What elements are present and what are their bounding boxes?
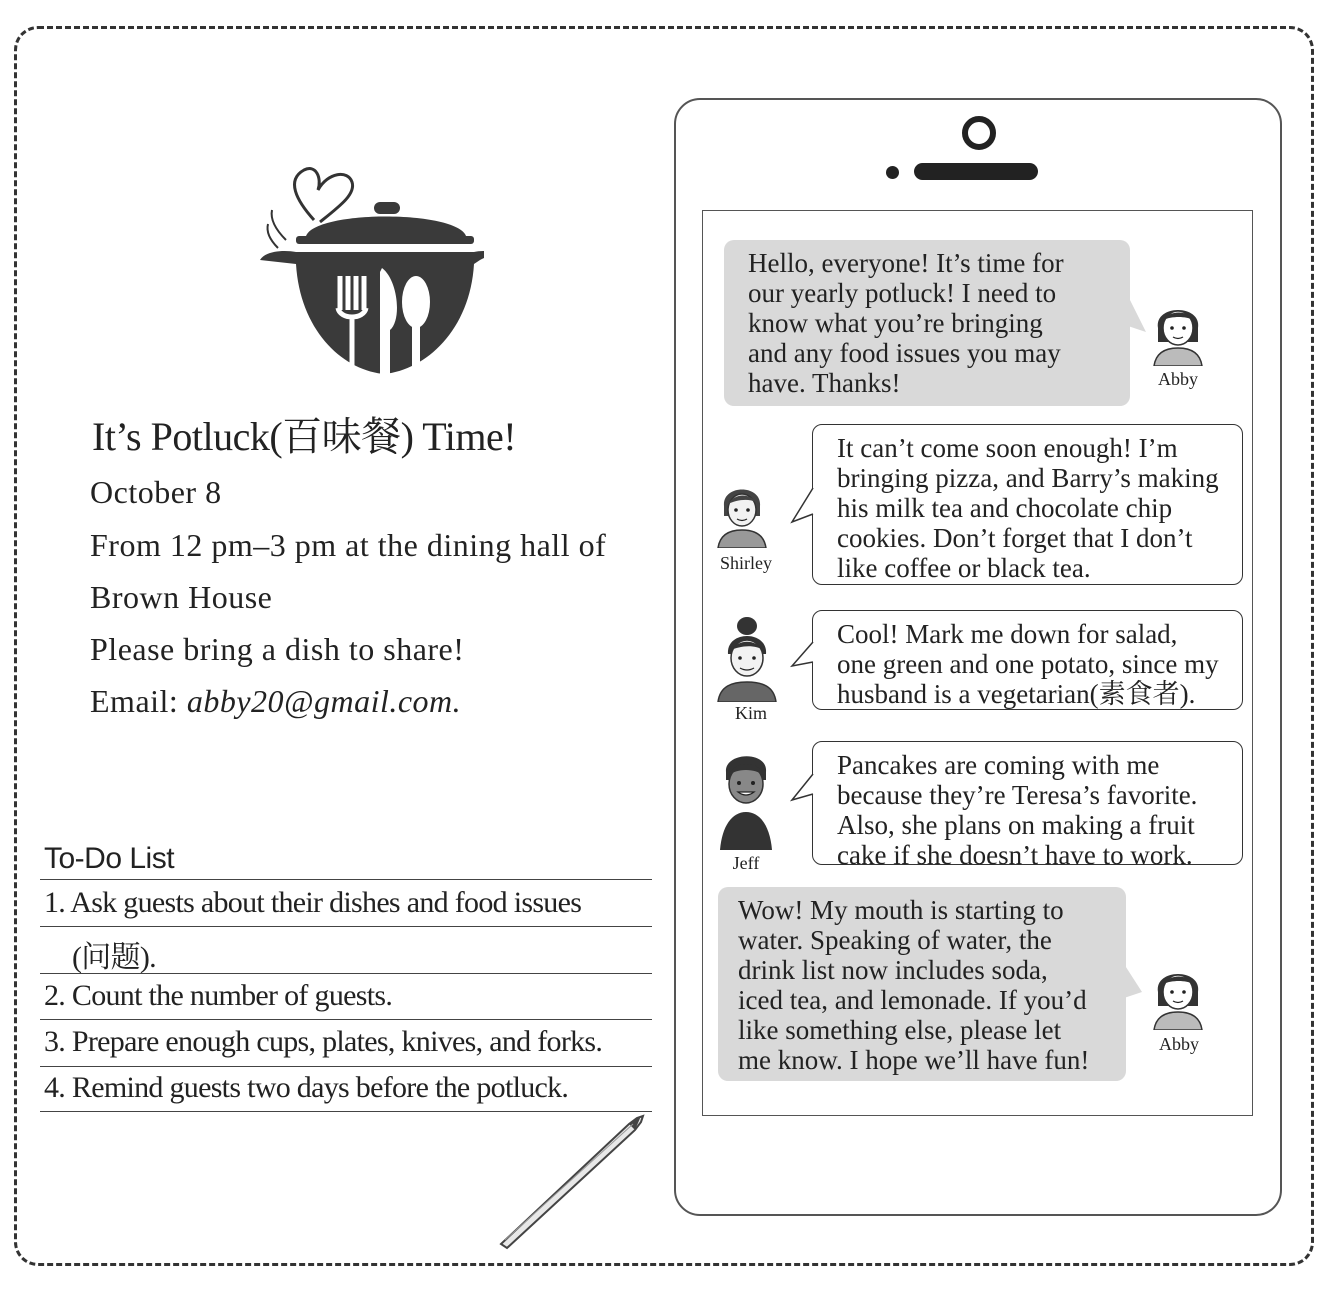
bubble-tail [1124,964,1144,1004]
message-line: know what you’re bringing [748,308,1043,338]
message-line: bringing pizza, and Barry’s making [837,463,1219,493]
message-line: cookies. Don’t forget that I don’t [837,523,1193,553]
avatar-jeff-icon [716,750,776,850]
message-line: one green and one potato, since my [837,649,1219,679]
invitation-title: It’s Potluck(百味餐) Time! [92,414,517,459]
camera-icon [962,116,996,150]
avatar-name: Jeff [732,853,760,873]
todo-rule [40,879,652,880]
message-line: Also, she plans on making a fruit [837,810,1195,840]
sensor-dot [886,166,899,179]
message-line: me know. I hope we’ll have fun! [738,1045,1090,1075]
chat-message-kim [812,610,1243,710]
message-line: Cool! Mark me down for salad, [837,619,1178,649]
message-line: water. Speaking of water, the [738,925,1052,955]
invitation-place: Brown House [90,579,273,615]
bubble-tail [790,640,814,676]
avatar-name: Abby [1159,1034,1199,1054]
todo-rule [40,973,652,974]
message-line: our yearly potluck! I need to [748,278,1057,308]
invitation-request: Please bring a dish to share! [90,631,465,667]
chat-message-abby-1 [724,240,1130,406]
message-line: Pancakes are coming with me [837,750,1160,780]
message-line: Hello, everyone! It’s time for [748,248,1064,278]
email-label: Email: [90,683,179,719]
bubble-tail [1128,296,1148,336]
avatar-name: Shirley [720,553,772,573]
message-line: drink list now includes soda, [738,955,1048,985]
pen-icon [495,1110,655,1250]
todo-rule [40,1066,652,1067]
bubble-tail [790,772,814,808]
avatar-abby-icon [1150,294,1206,366]
todo-item-2: 2. Count the number of guests. [44,979,393,1012]
message-line: It can’t come soon enough! I’m [837,433,1178,463]
message-line: because they’re Teresa’s favorite. [837,780,1198,810]
message-line: have. Thanks! [748,368,901,398]
todo-item-1: 1. Ask guests about their dishes and food issues [44,886,582,919]
speaker-grille [914,163,1038,180]
chat-message-jeff [812,741,1243,870]
todo-rule [40,1019,652,1020]
bubble-tail [790,486,814,526]
invitation-email-line [90,683,461,720]
message-line: cake if she doesn’t have to work. [837,840,1193,870]
todo-item-1-cont: (问题). [72,941,156,974]
todo-item-3: 3. Prepare enough cups, plates, knives, and forks. [44,1025,603,1058]
todo-item-4: 4. Remind guests two days before the potluck. [44,1071,569,1104]
invitation-date: October 8 [90,474,222,510]
message-line: iced tea, and lemonade. If you’d [738,985,1087,1015]
avatar-shirley-icon [714,476,770,548]
message-line: Wow! My mouth is starting to [738,895,1064,925]
pot-logo-icon [256,160,484,378]
message-line: like coffee or black tea. [837,553,1091,583]
todo-rule [40,926,652,927]
todo-title: To-Do List [44,842,175,875]
message-line: husband is a vegetarian(素食者). [837,679,1196,709]
avatar-kim-icon [714,612,780,702]
chat-message-abby-2 [718,887,1126,1081]
message-line: his milk tea and chocolate chip [837,493,1173,523]
email-address: abby20@gmail.com. [186,683,462,719]
message-line: like something else, please let [738,1015,1062,1045]
chat-message-shirley [812,424,1243,585]
avatar-name: Abby [1158,369,1198,389]
avatar-name: Kim [734,703,767,723]
avatar-abby-icon [1150,958,1206,1030]
invitation-time-place: From 12 pm–3 pm at the dining hall of [90,527,607,563]
message-line: and any food issues you may [748,338,1061,368]
